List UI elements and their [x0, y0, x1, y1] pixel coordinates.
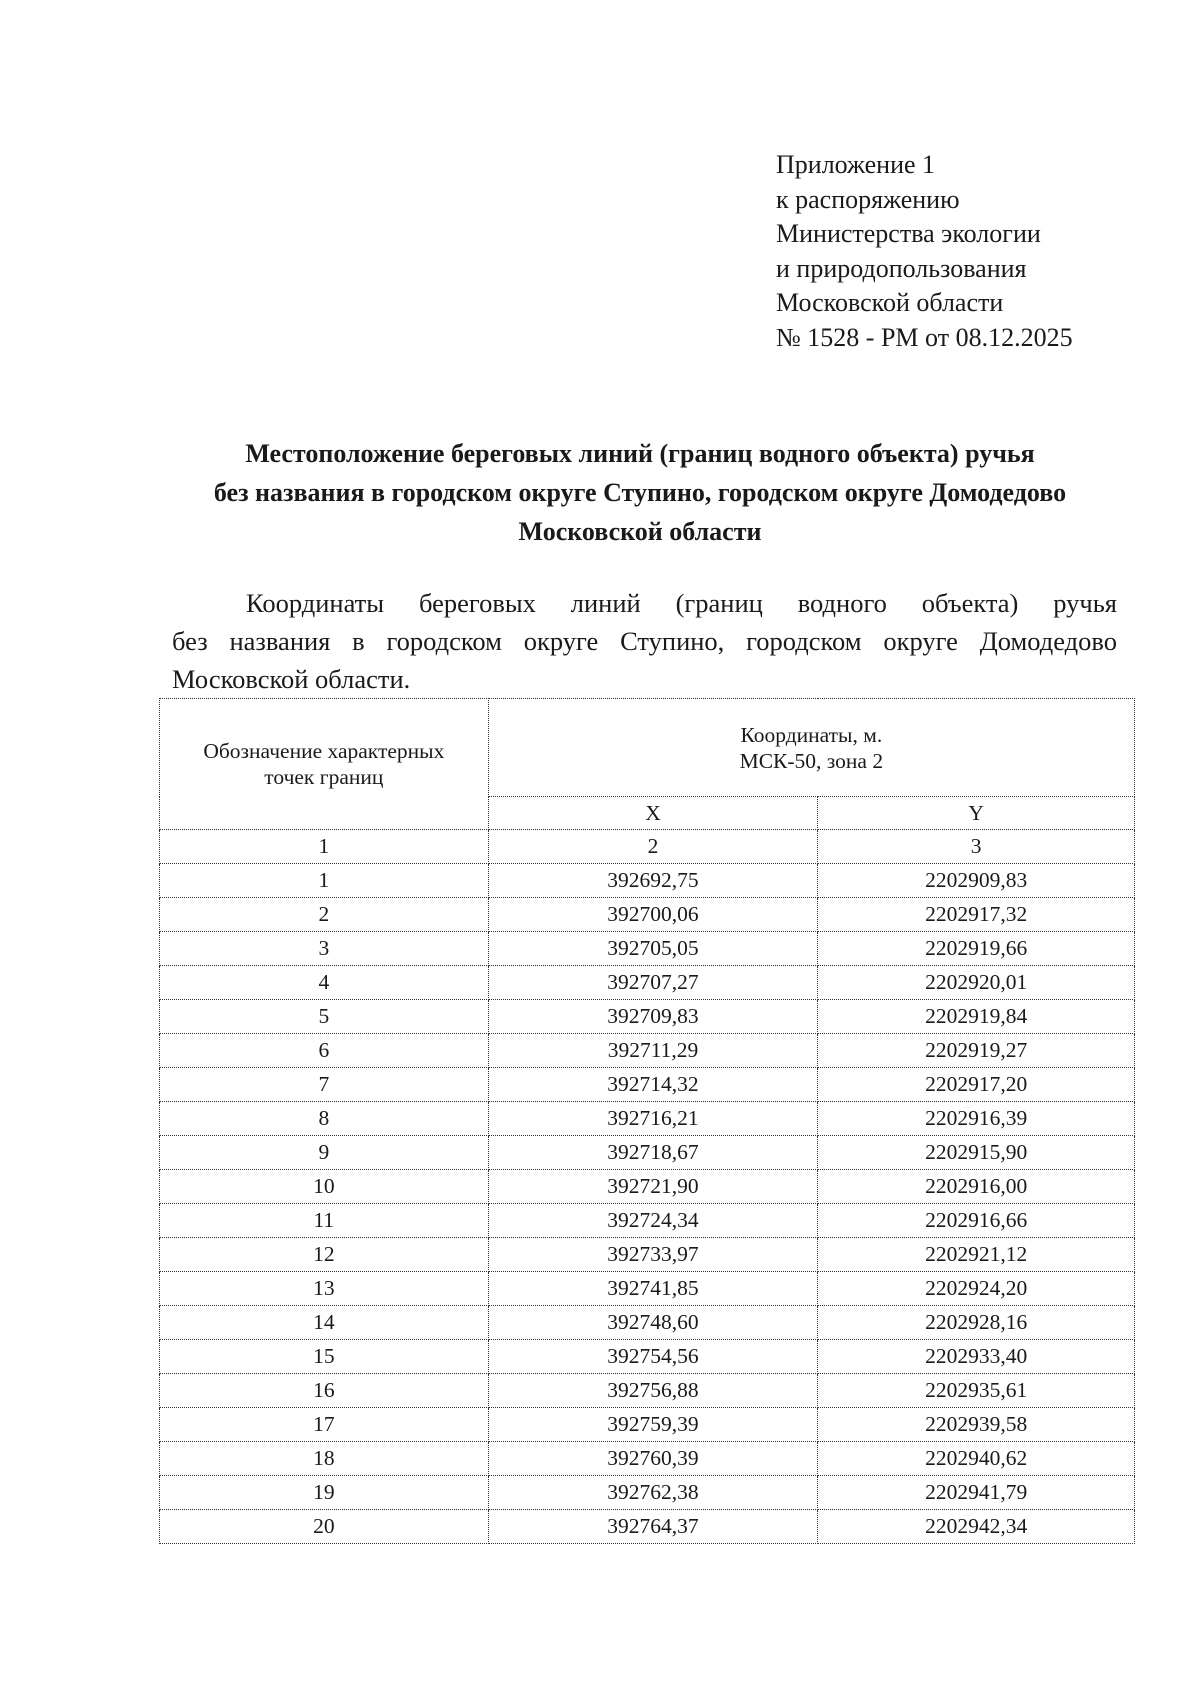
x-cell: 392756,88 [488, 1374, 818, 1408]
point-cell: 13 [160, 1272, 489, 1306]
point-cell: 12 [160, 1238, 489, 1272]
table-row [160, 1238, 1135, 1272]
y-cell: 2202919,27 [818, 1034, 1135, 1068]
x-cell: 392718,67 [488, 1136, 818, 1170]
x-cell: 392705,05 [488, 932, 818, 966]
point-cell: 20 [160, 1510, 489, 1544]
point-cell: 8 [160, 1102, 489, 1136]
y-cell: 2202916,66 [818, 1204, 1135, 1238]
y-cell: 2202919,84 [818, 1000, 1135, 1034]
x-cell: 392748,60 [488, 1306, 818, 1340]
point-cell: 9 [160, 1136, 489, 1170]
document-title [160, 434, 1120, 551]
point-cell: 14 [160, 1306, 489, 1340]
x-cell: 392714,32 [488, 1068, 818, 1102]
x-cell: 392759,39 [488, 1408, 818, 1442]
table-row [160, 898, 1135, 932]
x-cell: 392741,85 [488, 1272, 818, 1306]
y-cell: 2202939,58 [818, 1408, 1135, 1442]
coords-header [488, 699, 1134, 797]
y-header: Y [818, 797, 1135, 830]
x-cell: 392721,90 [488, 1170, 818, 1204]
annex-line: Приложение 1 [776, 150, 936, 179]
y-cell: 2202919,66 [818, 932, 1135, 966]
y-cell: 2202935,61 [818, 1374, 1135, 1408]
y-cell: 2202933,40 [818, 1340, 1135, 1374]
point-cell: 7 [160, 1068, 489, 1102]
x-cell: 392733,97 [488, 1238, 818, 1272]
annex-line: № 1528 - РМ от 08.12.2025 [776, 322, 1073, 352]
title-line: Местоположение береговых линий (границ водного объекта) ручья [245, 439, 1035, 468]
table-row [160, 1136, 1135, 1170]
points-header-line: Обозначение характерных [203, 739, 445, 763]
y-cell: 2202928,16 [818, 1306, 1135, 1340]
table-row [160, 1272, 1135, 1306]
annex-line: Московской области [776, 288, 1004, 317]
table-row [160, 1170, 1135, 1204]
points-header [160, 699, 489, 830]
coordinates-table [159, 698, 1135, 1544]
table-row [160, 1408, 1135, 1442]
y-cell: 2202921,12 [818, 1238, 1135, 1272]
point-cell: 3 [160, 932, 489, 966]
table-row [160, 1306, 1135, 1340]
y-cell: 2202924,20 [818, 1272, 1135, 1306]
intro-paragraph [172, 584, 1117, 698]
x-cell: 392711,29 [488, 1034, 818, 1068]
x-header: X [488, 797, 818, 830]
annex-block [776, 148, 1073, 355]
y-cell: 2202916,00 [818, 1170, 1135, 1204]
column-number: 1 [160, 830, 489, 864]
table-body [160, 864, 1135, 1544]
point-cell: 4 [160, 966, 489, 1000]
x-cell: 392754,56 [488, 1340, 818, 1374]
intro-line: Московской области. [172, 664, 411, 694]
x-cell: 392762,38 [488, 1476, 818, 1510]
point-cell: 2 [160, 898, 489, 932]
y-cell: 2202942,34 [818, 1510, 1135, 1544]
x-cell: 392700,06 [488, 898, 818, 932]
point-cell: 17 [160, 1408, 489, 1442]
x-cell: 392692,75 [488, 864, 818, 898]
y-cell: 2202916,39 [818, 1102, 1135, 1136]
table-row [160, 1000, 1135, 1034]
table-row [160, 1442, 1135, 1476]
table-row [160, 1374, 1135, 1408]
point-cell: 5 [160, 1000, 489, 1034]
y-cell: 2202941,79 [818, 1476, 1135, 1510]
intro-line: без названия в городском округе Ступино, городском округе Домодедово [172, 626, 1117, 656]
point-cell: 16 [160, 1374, 489, 1408]
title-line: без названия в городском округе Ступино, городском округе Домодедово [213, 478, 1067, 507]
table-row [160, 864, 1135, 898]
table-row [160, 1034, 1135, 1068]
y-cell: 2202920,01 [818, 966, 1135, 1000]
table-row [160, 932, 1135, 966]
coords-header-line: Координаты, м. [740, 722, 883, 747]
table-header-row [160, 699, 1135, 797]
annex-line: Министерства экологии [776, 219, 1041, 248]
y-cell: 2202909,83 [818, 864, 1135, 898]
point-cell: 19 [160, 1476, 489, 1510]
x-cell: 392724,34 [488, 1204, 818, 1238]
point-cell: 1 [160, 864, 489, 898]
x-cell: 392709,83 [488, 1000, 818, 1034]
column-number-row [160, 830, 1135, 864]
x-cell: 392760,39 [488, 1442, 818, 1476]
points-header-line: точек границ [264, 765, 384, 789]
table-row [160, 966, 1135, 1000]
intro-line: Координаты береговых линий (границ водного объекта) ручья [246, 588, 1117, 618]
table-row [160, 1476, 1135, 1510]
table-row [160, 1102, 1135, 1136]
x-cell: 392707,27 [488, 966, 818, 1000]
x-cell: 392716,21 [488, 1102, 818, 1136]
y-cell: 2202917,20 [818, 1068, 1135, 1102]
annex-line: к распоряжению [776, 184, 960, 214]
table-row [160, 1340, 1135, 1374]
point-cell: 6 [160, 1034, 489, 1068]
point-cell: 18 [160, 1442, 489, 1476]
y-cell: 2202940,62 [818, 1442, 1135, 1476]
column-number: 3 [818, 830, 1135, 864]
annex-line: и природопользования [776, 253, 1027, 283]
column-number: 2 [488, 830, 818, 864]
point-cell: 15 [160, 1340, 489, 1374]
point-cell: 10 [160, 1170, 489, 1204]
table-row [160, 1068, 1135, 1102]
point-cell: 11 [160, 1204, 489, 1238]
table-row [160, 1510, 1135, 1544]
y-cell: 2202917,32 [818, 898, 1135, 932]
coords-header-line: МСК-50, зона 2 [739, 748, 884, 773]
y-cell: 2202915,90 [818, 1136, 1135, 1170]
x-cell: 392764,37 [488, 1510, 818, 1544]
title-line: Московской области [518, 517, 762, 546]
table-row [160, 1204, 1135, 1238]
